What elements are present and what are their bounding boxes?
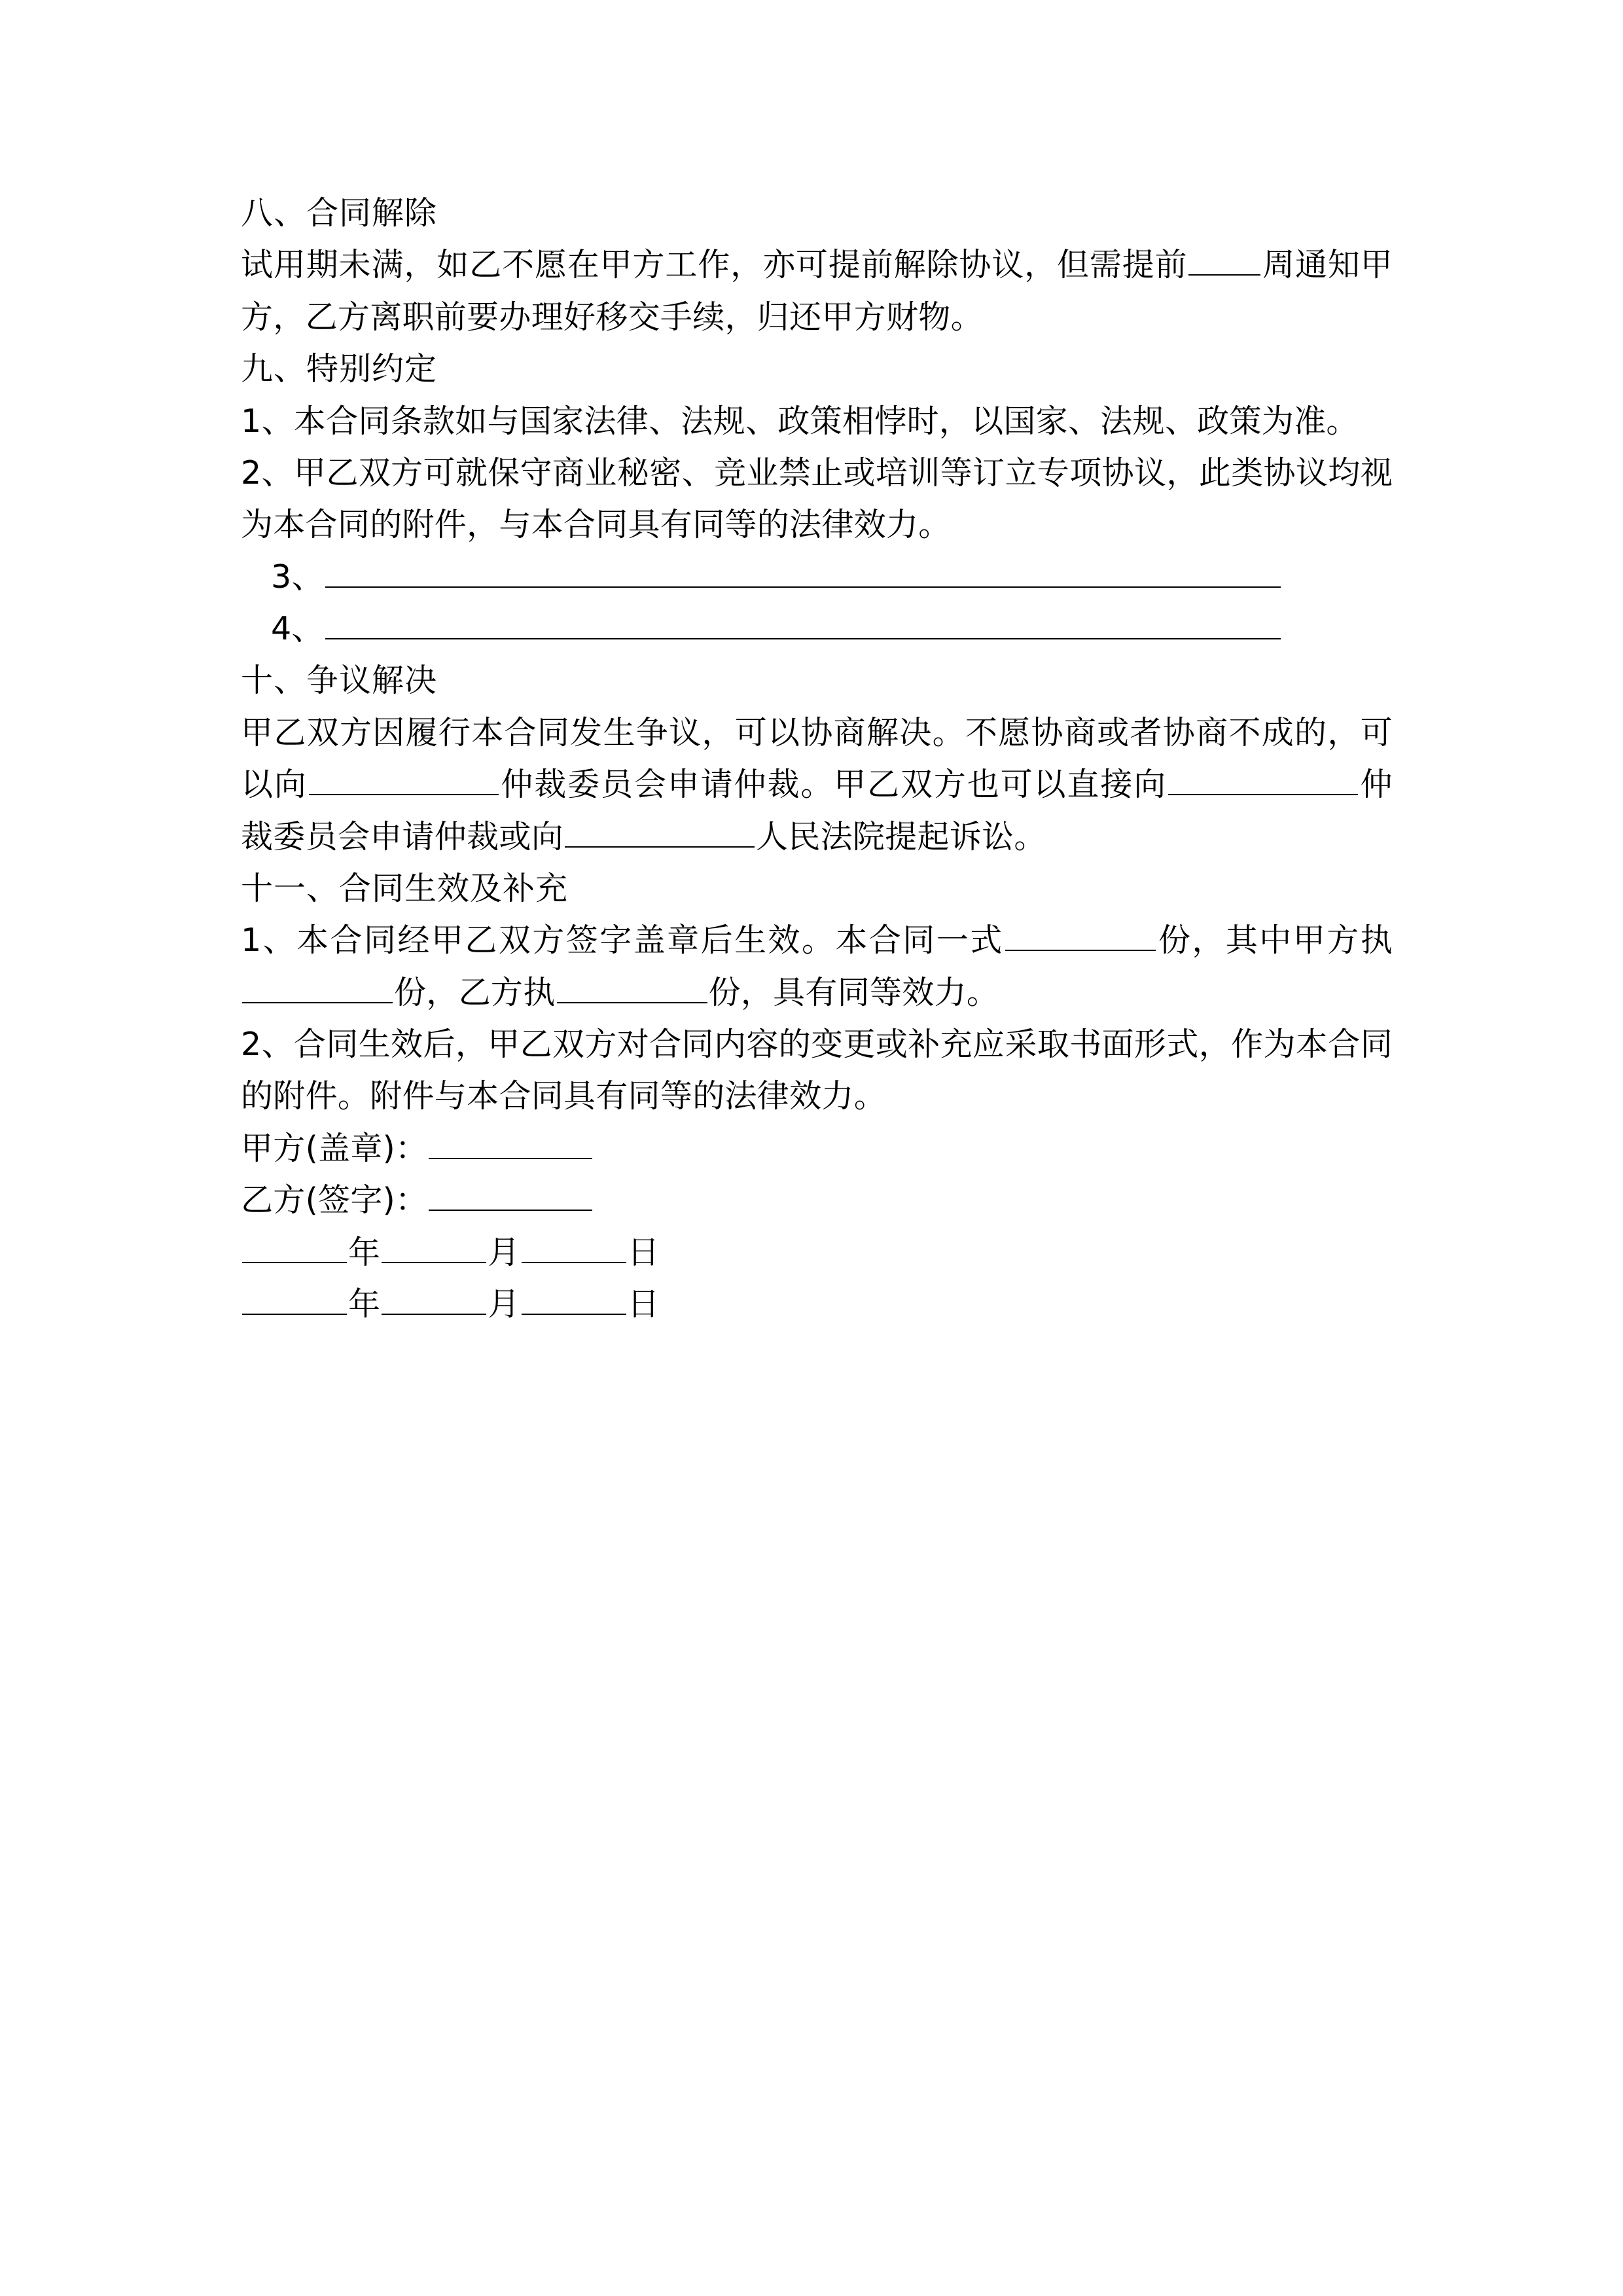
text-run: 人民法院提起诉讼。 (756, 817, 1046, 855)
paragraph-8-1 (241, 239, 1393, 343)
year-label: 年 (348, 1285, 381, 1323)
fill-blank-month-b[interactable] (382, 1282, 486, 1315)
month-label: 月 (488, 1233, 520, 1271)
item-number-4: 4、 (271, 610, 324, 647)
text-run: 仲裁委员会申请仲裁或向 (241, 766, 1393, 855)
fill-blank-special-term-4[interactable] (325, 607, 1281, 639)
fill-blank-party-b-signature[interactable] (429, 1178, 592, 1211)
party-b-label: 乙方(签字)： (241, 1181, 428, 1219)
text-run: 仲裁委员会申请仲裁。甲乙双方也可以直接向 (499, 766, 1168, 804)
paragraph-11-2: 2、合同生效后，甲乙双方对合同内容的变更或补充应采取书面形式，作为本合同的附件。附件与本合同具有同等的法律效力。 (241, 1026, 1393, 1115)
fill-blank-day-a[interactable] (522, 1230, 626, 1263)
party-a-label: 甲方(盖章)： (241, 1129, 428, 1167)
paragraph-9-2: 2、甲乙双方可就保守商业秘密、竞业禁止或培训等订立专项协议，此类协议均视为本合同的附件，与本合同具有同等的法律效力。 (241, 454, 1393, 544)
paragraph-10-1 (241, 707, 1393, 863)
fill-blank-party-a-seal[interactable] (429, 1126, 592, 1159)
signature-party-a (241, 1122, 1393, 1174)
fill-blank-court[interactable] (565, 815, 755, 848)
text-run: 份，具有同等效力。 (708, 973, 999, 1011)
fill-blank-year-a[interactable] (242, 1230, 347, 1263)
signature-party-b (241, 1174, 1393, 1226)
fill-blank-copies-party-b[interactable] (557, 971, 707, 1003)
paragraph-9-3 (241, 551, 1393, 603)
text-run: 1、本合同经甲乙双方签字盖章后生效。本合同一式 (241, 922, 1004, 960)
day-label: 日 (627, 1233, 660, 1271)
text-run: 试用期未满，如乙不愿在甲方工作，亦可提前解除协议，但需提前 (241, 246, 1188, 284)
fill-blank-arbitration-commission-1[interactable] (309, 762, 499, 795)
text-run: 甲乙双方因履行本合同发生争议，可以协商解决。不愿协商或者协商不成的，可以向 (241, 713, 1393, 804)
fill-blank-day-b[interactable] (522, 1282, 626, 1315)
text-run: 周通知甲方，乙方离职前要办理好移交手续，归还甲方财物。 (241, 246, 1393, 336)
section-heading-9: 九、特别约定 (241, 350, 438, 388)
item-number-3: 3、 (271, 558, 324, 596)
paragraph-11-1 (241, 914, 1393, 1018)
fill-blank-arbitration-commission-2[interactable] (1168, 762, 1358, 795)
text-run: 份，乙方执 (394, 973, 556, 1011)
day-label: 日 (627, 1285, 660, 1323)
fill-blank-copies-party-a[interactable] (242, 971, 393, 1003)
section-heading-8: 八、合同解除 (241, 194, 438, 232)
paragraph-9-1: 1、本合同条款如与国家法律、法规、政策相悖时，以国家、法规、政策为准。 (241, 402, 1359, 440)
fill-blank-weeks-notice[interactable] (1188, 243, 1260, 276)
section-heading-10: 十、争议解决 (241, 662, 438, 700)
month-label: 月 (488, 1285, 520, 1323)
text-run: 份，其中甲方执 (1156, 922, 1393, 960)
fill-blank-copies-total[interactable] (1005, 918, 1156, 951)
fill-blank-month-a[interactable] (382, 1230, 486, 1263)
year-label: 年 (348, 1233, 381, 1271)
section-heading-11: 十一、合同生效及补充 (241, 869, 569, 907)
paragraph-9-4 (241, 603, 1393, 655)
signature-date-party-a (241, 1227, 1393, 1278)
fill-blank-year-b[interactable] (242, 1282, 347, 1315)
fill-blank-special-term-3[interactable] (325, 555, 1281, 588)
document-body (241, 187, 1393, 1330)
signature-date-party-b (241, 1278, 1393, 1330)
